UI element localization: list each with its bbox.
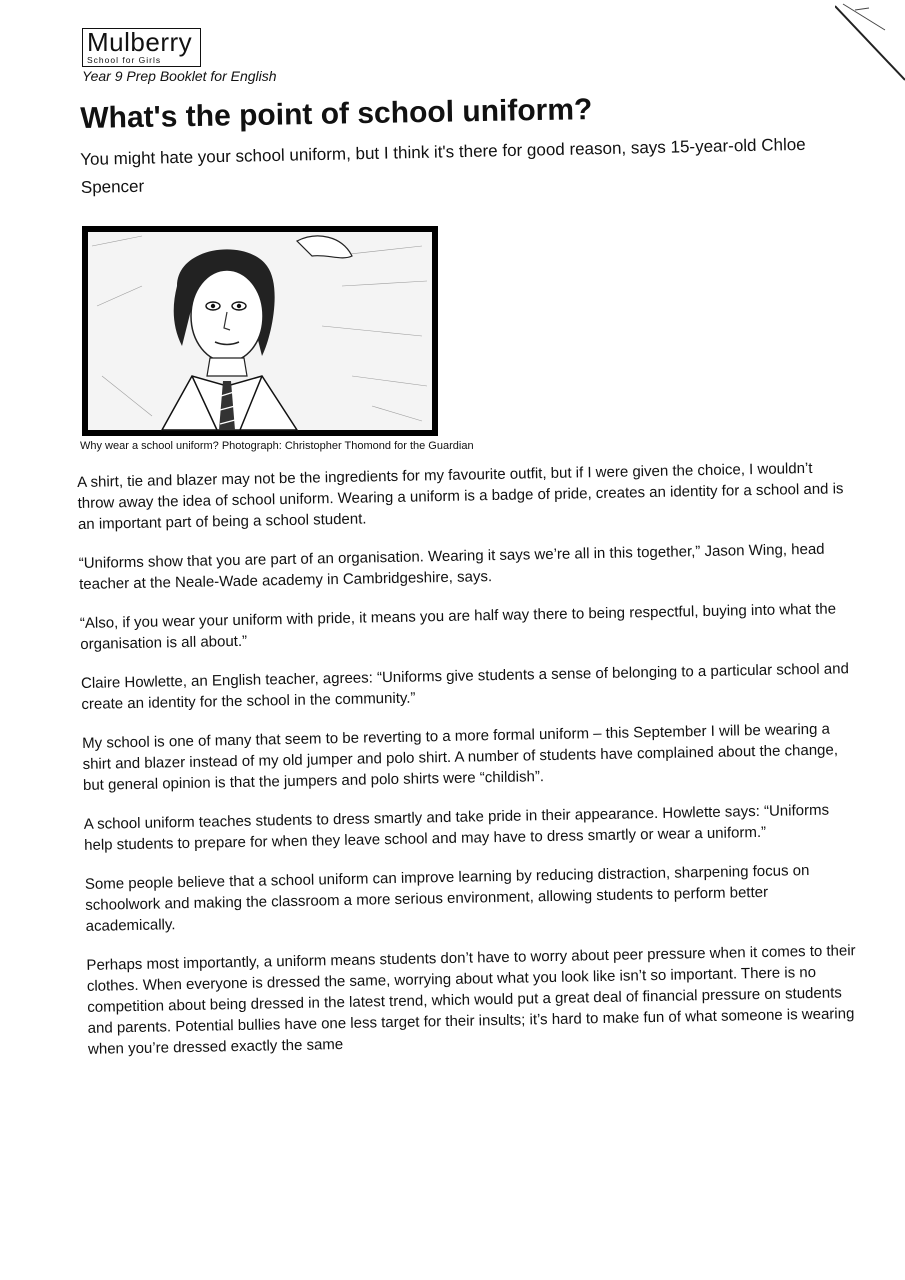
logo-subtitle: School for Girls — [87, 55, 162, 65]
article-body — [77, 457, 858, 1078]
photo-caption: Why wear a school uniform? Photograph: Christopher Thomond for the Guardian — [80, 440, 474, 452]
paragraph: A school uniform teaches students to dress smartly and take pride in their appearance. Howlette says: “Uniforms help students to prepare for when they leave school and may have to dress smartly or wear a uniform.” — [83, 801, 830, 854]
paragraph: “Also, if you wear your uniform with pride, it means you are half way there to being respectful, buying into what the organisation is all about.” — [79, 600, 837, 653]
standfirst: You might hate your school uniform, but I think it's there for good reason, says 15-year-old Chloe Spencer — [80, 134, 806, 197]
booklet-label: Year 9 Prep Booklet for English — [82, 68, 277, 84]
school-logo — [82, 28, 201, 67]
article-photo — [82, 226, 438, 436]
portrait-photo-icon — [82, 226, 438, 436]
paragraph: Perhaps most importantly, a uniform means students don’t have to worry about peer pressure when it comes to their clothes. When everyone is dressed the same, worrying about what you look like isn’t so important. There is no competition about being dressed in the latest trend, which would put a great deal of financial pressure on students and parents. Potential bullies have one less target for their insults; it’s hard to make fun of what someone is wearing when you’re dressed exactly the same — [86, 942, 856, 1058]
page-title: What's the point of school uniform? — [80, 93, 593, 135]
paragraph: My school is one of many that seem to be reverting to a more formal uniform – this September I will be wearing a shirt and blazer instead of my old jumper and polo shirt. A number of students have complained about the change, but general opinion is that the jumpers and polo shirts were “childish”. — [82, 720, 839, 794]
paragraph: Some people believe that a school uniform can improve learning by reducing distraction, sharpening focus on schoolwork and making the classroom a more serious environment, allowing students to perform better academically. — [84, 862, 810, 935]
paragraph: “Uniforms show that you are part of an organisation. Wearing it says we’re all in this together,” Jason Wing, head teacher at the Neale-Wade academy in Cambridgeshire, says. — [78, 540, 825, 593]
paragraph: Claire Howlette, an English teacher, agrees: “Uniforms give students a sense of belonging to a particular school and create an identity for the school in the community.” — [80, 660, 850, 713]
paragraph: A shirt, tie and blazer may not be the ingredients for my favourite outfit, but if I were given the choice, I wouldn’t throw away the idea of school uniform. Wearing a uniform is a badge of pride, creates an identity for a school and is an important part of being a school student. — [77, 459, 844, 533]
logo-title: Mulberry — [87, 27, 193, 57]
scan-corner-mark — [835, 0, 905, 90]
